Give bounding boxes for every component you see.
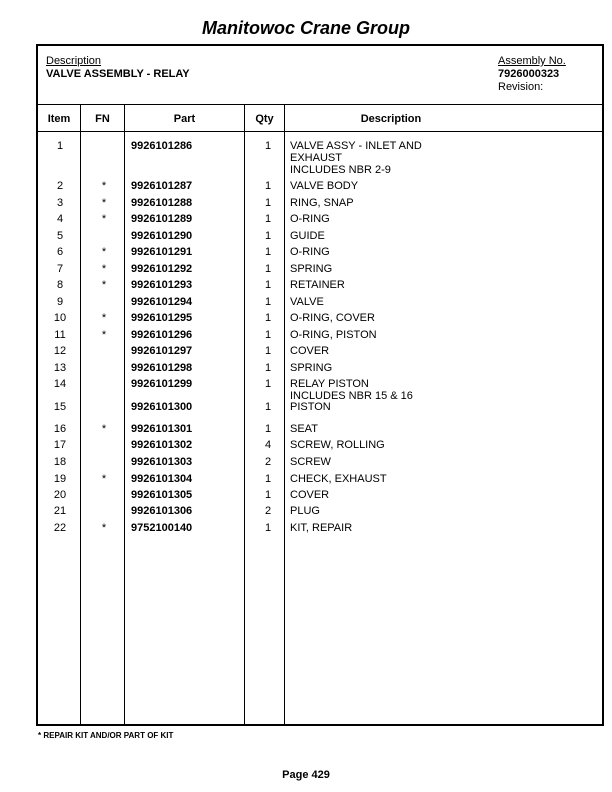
fn-cell: * — [101, 197, 107, 209]
description-line: VALVE ASSY - INLET AND — [290, 140, 422, 152]
fn-cell: * — [101, 263, 107, 275]
fn-cell: * — [101, 213, 107, 225]
fn-cell: * — [101, 423, 107, 435]
description-line: O-RING — [290, 213, 330, 225]
description-cell — [290, 263, 590, 275]
item-cell: 14 — [53, 378, 67, 390]
qty-cell: 1 — [264, 197, 272, 209]
description-cell — [290, 378, 590, 402]
qty-cell: 2 — [264, 456, 272, 468]
description-line: COVER — [290, 345, 330, 357]
fn-cell: * — [101, 312, 107, 324]
description-cell — [290, 230, 590, 242]
qty-cell: 1 — [264, 246, 272, 258]
description-cell — [290, 522, 590, 534]
description-line: KIT, REPAIR — [290, 522, 353, 534]
part-number-cell: 9926101303 — [131, 456, 193, 468]
item-cell: 11 — [54, 329, 66, 341]
part-number-cell: 9926101301 — [131, 423, 193, 435]
item-cell: 8 — [56, 279, 64, 291]
description-line: EXHAUST — [290, 152, 342, 164]
description-line: RETAINER — [290, 279, 345, 291]
qty-cell: 1 — [264, 329, 272, 341]
assembly-number-block — [498, 55, 566, 94]
description-line: INCLUDES NBR 2-9 — [290, 164, 391, 176]
part-number-cell: 9926101302 — [131, 439, 193, 451]
qty-cell: 1 — [264, 362, 272, 374]
description-line: RELAY PISTON — [290, 378, 369, 390]
description-cell — [290, 401, 590, 413]
fn-cell: * — [101, 246, 107, 258]
description-cell — [290, 362, 590, 374]
description-cell — [290, 473, 590, 485]
item-cell: 10 — [53, 312, 67, 324]
qty-cell: 1 — [264, 489, 272, 501]
item-cell: 17 — [53, 439, 67, 451]
description-line: SCREW, ROLLING — [290, 439, 385, 451]
assembly-value: 7926000323 — [498, 68, 560, 80]
description-cell — [290, 140, 590, 176]
part-number-cell: 9926101297 — [131, 345, 193, 357]
item-cell: 6 — [56, 246, 64, 258]
qty-cell: 1 — [264, 140, 272, 152]
column-header-part: Part — [173, 113, 196, 125]
description-cell — [290, 456, 590, 468]
description-line: O-RING, PISTON — [290, 329, 377, 341]
qty-cell: 1 — [264, 263, 272, 275]
qty-cell: 1 — [264, 423, 272, 435]
part-number-cell: 9926101287 — [131, 180, 193, 192]
description-value: VALVE ASSEMBLY - RELAY — [46, 68, 190, 80]
company-title: Manitowoc Crane Group — [201, 18, 410, 38]
qty-cell: 1 — [264, 279, 272, 291]
item-cell: 19 — [53, 473, 67, 485]
item-cell: 12 — [53, 345, 67, 357]
description-line: INCLUDES NBR 15 & 16 — [290, 390, 413, 402]
revision-label: Revision: — [498, 81, 544, 93]
part-number-cell: 9926101300 — [131, 401, 193, 413]
description-line: VALVE — [290, 296, 324, 308]
item-cell: 9 — [56, 296, 64, 308]
item-cell: 3 — [56, 197, 64, 209]
fn-cell: * — [101, 329, 107, 341]
description-cell — [290, 180, 590, 192]
part-number-cell: 9926101304 — [131, 473, 193, 485]
item-cell: 13 — [53, 362, 67, 374]
description-line: PLUG — [290, 505, 320, 517]
qty-cell: 1 — [264, 345, 272, 357]
assembly-description-block — [46, 55, 190, 81]
part-number-cell: 9926101291 — [131, 246, 193, 258]
qty-cell: 1 — [264, 378, 272, 390]
qty-cell: 1 — [264, 522, 272, 534]
part-number-cell: 9926101293 — [131, 279, 193, 291]
fn-cell: * — [101, 279, 107, 291]
part-number-cell: 9926101295 — [131, 312, 193, 324]
description-cell — [290, 423, 590, 435]
fn-cell: * — [101, 180, 107, 192]
qty-cell: 1 — [264, 312, 272, 324]
qty-cell: 1 — [264, 401, 272, 413]
description-cell — [290, 345, 590, 357]
qty-cell: 2 — [264, 505, 272, 517]
description-line: COVER — [290, 489, 330, 501]
item-cell: 1 — [56, 140, 64, 152]
description-line: CHECK, EXHAUST — [290, 473, 387, 485]
part-number-cell: 9926101289 — [131, 213, 193, 225]
description-cell — [290, 312, 590, 324]
description-cell — [290, 329, 590, 341]
part-number-cell: 9926101286 — [131, 140, 193, 152]
description-line: SPRING — [290, 362, 333, 374]
item-cell: 2 — [56, 180, 64, 192]
qty-cell: 1 — [264, 213, 272, 225]
item-cell: 15 — [53, 401, 67, 413]
item-cell: 18 — [53, 456, 67, 468]
item-cell: 22 — [53, 522, 67, 534]
description-line: RING, SNAP — [290, 197, 354, 209]
description-cell — [290, 439, 590, 451]
item-cell: 4 — [56, 213, 64, 225]
column-header-fn: FN — [95, 113, 110, 125]
footnote: * REPAIR KIT AND/OR PART OF KIT — [38, 731, 174, 740]
item-cell: 7 — [56, 263, 64, 275]
description-cell — [290, 213, 590, 225]
item-cell: 20 — [53, 489, 67, 501]
part-number-cell: 9926101298 — [131, 362, 193, 374]
description-line: PISTON — [290, 401, 331, 413]
column-header-divider — [38, 131, 602, 132]
description-cell — [290, 296, 590, 308]
description-line: O-RING, COVER — [290, 312, 375, 324]
description-cell — [290, 197, 590, 209]
description-label: Description — [46, 55, 102, 67]
item-cell: 5 — [56, 230, 64, 242]
item-cell: 16 — [53, 423, 67, 435]
part-number-cell: 9926101296 — [131, 329, 193, 341]
assembly-label: Assembly No. — [498, 55, 566, 67]
fn-cell: * — [101, 522, 107, 534]
description-line: SCREW — [290, 456, 331, 468]
column-divider — [244, 104, 245, 724]
part-number-cell: 9926101292 — [131, 263, 193, 275]
column-header-description: Description — [360, 113, 422, 125]
description-cell — [290, 489, 590, 501]
part-number-cell: 9752100140 — [131, 522, 193, 534]
qty-cell: 1 — [264, 230, 272, 242]
description-line: SEAT — [290, 423, 318, 435]
part-number-cell: 9926101290 — [131, 230, 193, 242]
fn-cell: * — [101, 473, 107, 485]
qty-cell: 1 — [264, 473, 272, 485]
header-divider — [38, 104, 602, 105]
description-line: SPRING — [290, 263, 333, 275]
description-cell — [290, 505, 590, 517]
qty-cell: 1 — [264, 296, 272, 308]
column-header-item: Item — [47, 113, 71, 125]
description-line: GUIDE — [290, 230, 325, 242]
part-number-cell: 9926101305 — [131, 489, 193, 501]
part-number-cell: 9926101288 — [131, 197, 193, 209]
description-line: VALVE BODY — [290, 180, 359, 192]
page-number: Page 429 — [282, 769, 330, 781]
qty-cell: 1 — [264, 180, 272, 192]
part-number-cell: 9926101306 — [131, 505, 193, 517]
part-number-cell: 9926101299 — [131, 378, 193, 390]
qty-cell: 4 — [264, 439, 272, 451]
item-cell: 21 — [53, 505, 67, 517]
part-number-cell: 9926101294 — [131, 296, 193, 308]
column-header-qty: Qty — [255, 113, 274, 125]
description-line: O-RING — [290, 246, 330, 258]
description-cell — [290, 246, 590, 258]
description-cell — [290, 279, 590, 291]
parts-table-frame — [36, 44, 604, 726]
